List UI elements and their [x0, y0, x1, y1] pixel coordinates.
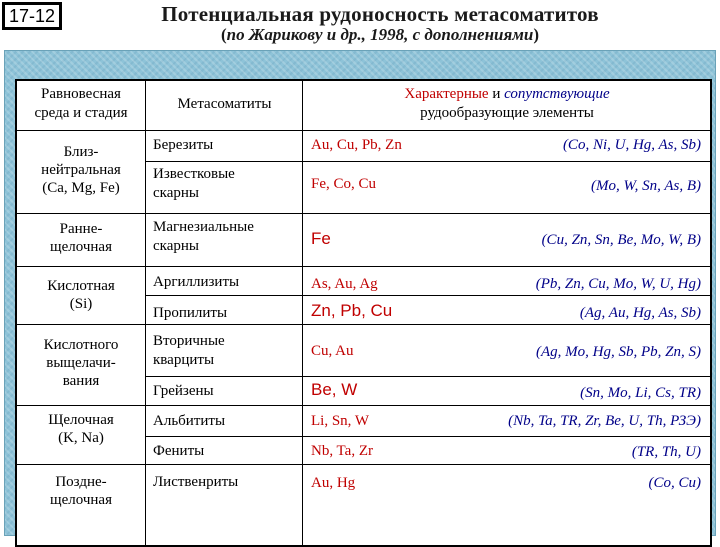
accompanying-elements: (Co, Ni, U, Hg, As, Sb): [562, 137, 701, 153]
metasomatite-cell: Лиственриты: [153, 474, 239, 490]
subtitle-close-paren: ): [533, 25, 540, 44]
col-divider-1: [145, 81, 146, 545]
stage-near-neutral: Близ- нейтральная (Са, Mg, Fe): [41, 144, 121, 196]
accompanying-elements: (Co, Cu): [648, 475, 701, 491]
slide-number: 17-12: [2, 2, 62, 30]
row-divider-7: [145, 405, 710, 406]
metasomatite-cell: Пропилиты: [153, 305, 228, 321]
subtitle-text: по Жарикову и др., 1998, с дополнениями: [226, 25, 534, 44]
row-divider-9: [145, 464, 710, 465]
stage-divider-3: [17, 324, 145, 325]
col-divider-2: [302, 81, 303, 545]
accompanying-elements: (Mo, W, Sn, As, B): [591, 178, 701, 194]
header-metasomatites: Метасоматиты: [177, 96, 272, 112]
accompanying-elements: (Ag, Au, Hg, As, Sb): [579, 305, 701, 321]
header-elements: Характерные и сопутствующие рудообразующие элементы: [404, 86, 610, 121]
page-subtitle: [70, 25, 690, 45]
header-stage: Равновесная среда и стадия: [34, 86, 128, 121]
characteristic-label: Характерные: [404, 86, 489, 102]
page-title: Потенциальная рудоносность метасоматитов: [161, 2, 599, 26]
accompanying-label: сопутствующие: [504, 86, 610, 102]
accompanying-elements: (TR, Th, U): [631, 444, 701, 460]
metasomatite-cell: Альбититы: [153, 413, 226, 429]
stage-acid-leaching: Кислотного выщелачи- вания: [43, 337, 119, 389]
ore-table: [15, 79, 712, 547]
characteristic-elements: Au, Hg: [311, 475, 356, 491]
subtitle-open-paren: (: [220, 25, 227, 44]
metasomatite-cell: Фениты: [153, 443, 205, 459]
metasomatite-cell: Березиты: [153, 137, 214, 153]
accompanying-elements: (Nb, Ta, TR, Zr, Be, U, Th, РЗЭ): [508, 413, 701, 429]
stage-divider-5: [17, 464, 145, 465]
row-divider-5: [145, 324, 710, 325]
row-divider-3: [145, 266, 710, 267]
stage-divider-4: [17, 405, 145, 406]
metasomatite-cell: Магнезиальные скарны: [153, 219, 254, 254]
characteristic-elements: Li, Sn, W: [311, 413, 370, 429]
row-divider-6: [145, 376, 710, 377]
metasomatite-cell: Аргиллизиты: [153, 274, 240, 290]
accompanying-elements: (Cu, Zn, Sn, Be, Mo, W, B): [541, 232, 701, 248]
header-divider: [17, 130, 710, 131]
characteristic-elements: Be, W: [311, 380, 358, 399]
stage-late-alkaline: Поздне- щелочная: [50, 474, 112, 508]
characteristic-elements: As, Au, Ag: [311, 276, 378, 292]
stage-divider-2: [17, 266, 145, 267]
stage-divider-1: [17, 213, 145, 214]
characteristic-elements: Zn, Pb, Cu: [311, 301, 393, 320]
background-panel: [4, 50, 716, 536]
accompanying-elements: (Ag, Mo, Hg, Sb, Pb, Zn, S): [536, 344, 701, 360]
row-divider-2: [145, 213, 710, 214]
characteristic-elements: Fe, Co, Cu: [311, 176, 377, 192]
accompanying-elements: (Pb, Zn, Cu, Mo, W, U, Hg): [535, 276, 701, 292]
stage-acidic: Кислотная (Si): [47, 278, 115, 312]
metasomatite-cell: Вторичные кварциты: [153, 333, 225, 368]
stage-early-alkaline: Ранне- щелочная: [50, 221, 112, 255]
characteristic-elements: Nb, Ta, Zr: [311, 443, 373, 459]
row-divider-4: [145, 295, 710, 296]
metasomatite-cell: Грейзены: [153, 383, 214, 399]
accompanying-elements: (Sn, Mo, Li, Cs, TR): [580, 385, 701, 401]
stage-alkaline: Щелочная (K, Na): [48, 412, 114, 446]
characteristic-elements: Au, Cu, Pb, Zn: [311, 137, 402, 153]
row-divider-1: [145, 161, 710, 162]
characteristic-elements: Fe: [311, 229, 331, 248]
characteristic-elements: Cu, Au: [311, 343, 354, 359]
metasomatite-cell: Известковые скарны: [153, 166, 235, 201]
row-divider-8: [145, 436, 710, 437]
